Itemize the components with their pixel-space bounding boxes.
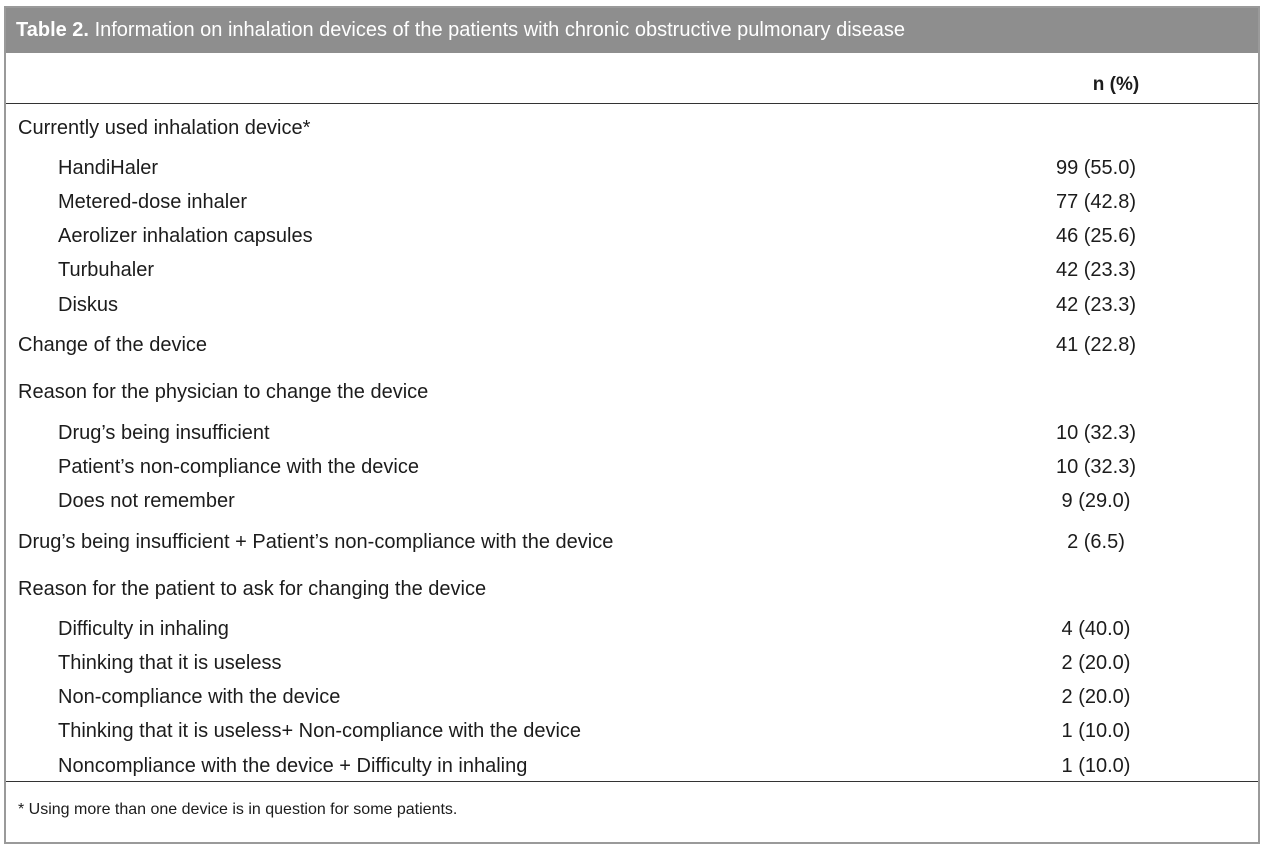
row-value: 2 (6.5) [1067, 531, 1125, 553]
row-value: 42 (23.3) [1055, 294, 1137, 316]
row-label: Reason for the physician to change the device [18, 381, 429, 403]
row-label: Diskus [58, 294, 119, 316]
row-value: 99 (55.0) [1055, 157, 1137, 179]
row-label: Does not remember [58, 490, 235, 512]
row-label: Metered-dose inhaler [58, 191, 247, 213]
row-value: 2 (20.0) [1061, 652, 1131, 674]
table-header [6, 53, 1258, 104]
table-caption [6, 8, 1258, 53]
value-column-header: n (%) [1092, 74, 1140, 95]
row-label: Patient’s non-compliance with the device [58, 456, 419, 478]
row-label: Aerolizer inhalation capsules [58, 225, 313, 247]
row-label: Currently used inhalation device* [18, 117, 311, 139]
row-label: HandiHaler [58, 157, 159, 179]
table-figure [4, 6, 1260, 844]
row-label: Reason for the patient to ask for changing the device [18, 578, 487, 600]
row-value: 46 (25.6) [1055, 225, 1137, 247]
row-value: 4 (40.0) [1061, 618, 1131, 640]
row-value: 41 (22.8) [1055, 334, 1137, 356]
row-value: 9 (29.0) [1061, 490, 1131, 512]
row-value: 1 (10.0) [1061, 720, 1131, 742]
row-label: Turbuhaler [58, 259, 154, 281]
row-value: 2 (20.0) [1061, 686, 1131, 708]
row-label: Difficulty in inhaling [58, 618, 229, 640]
row-label: Thinking that it is useless+ Non-compliance with the device [58, 720, 582, 742]
table-caption-label: Table 2. [16, 19, 89, 41]
row-label: Drug’s being insufficient [58, 422, 270, 444]
row-value: 10 (32.3) [1055, 422, 1137, 444]
row-value: 1 (10.0) [1061, 755, 1131, 777]
table-footnote: * Using more than one device is in question for some patients. [18, 801, 458, 818]
row-label: Non-compliance with the device [58, 686, 341, 708]
row-label: Change of the device [18, 334, 208, 356]
row-label: Thinking that it is useless [58, 652, 282, 674]
row-value: 42 (23.3) [1055, 259, 1137, 281]
row-value: 77 (42.8) [1055, 191, 1137, 213]
row-value: 10 (32.3) [1055, 456, 1137, 478]
row-label: Drug’s being insufficient + Patient’s non-compliance with the device [18, 531, 614, 553]
table-body [6, 104, 1258, 782]
row-label: Noncompliance with the device + Difficulty in inhaling [58, 755, 528, 777]
table-caption-text: Information on inhalation devices of the patients with chronic obstructive pulmonary disease [94, 19, 906, 41]
